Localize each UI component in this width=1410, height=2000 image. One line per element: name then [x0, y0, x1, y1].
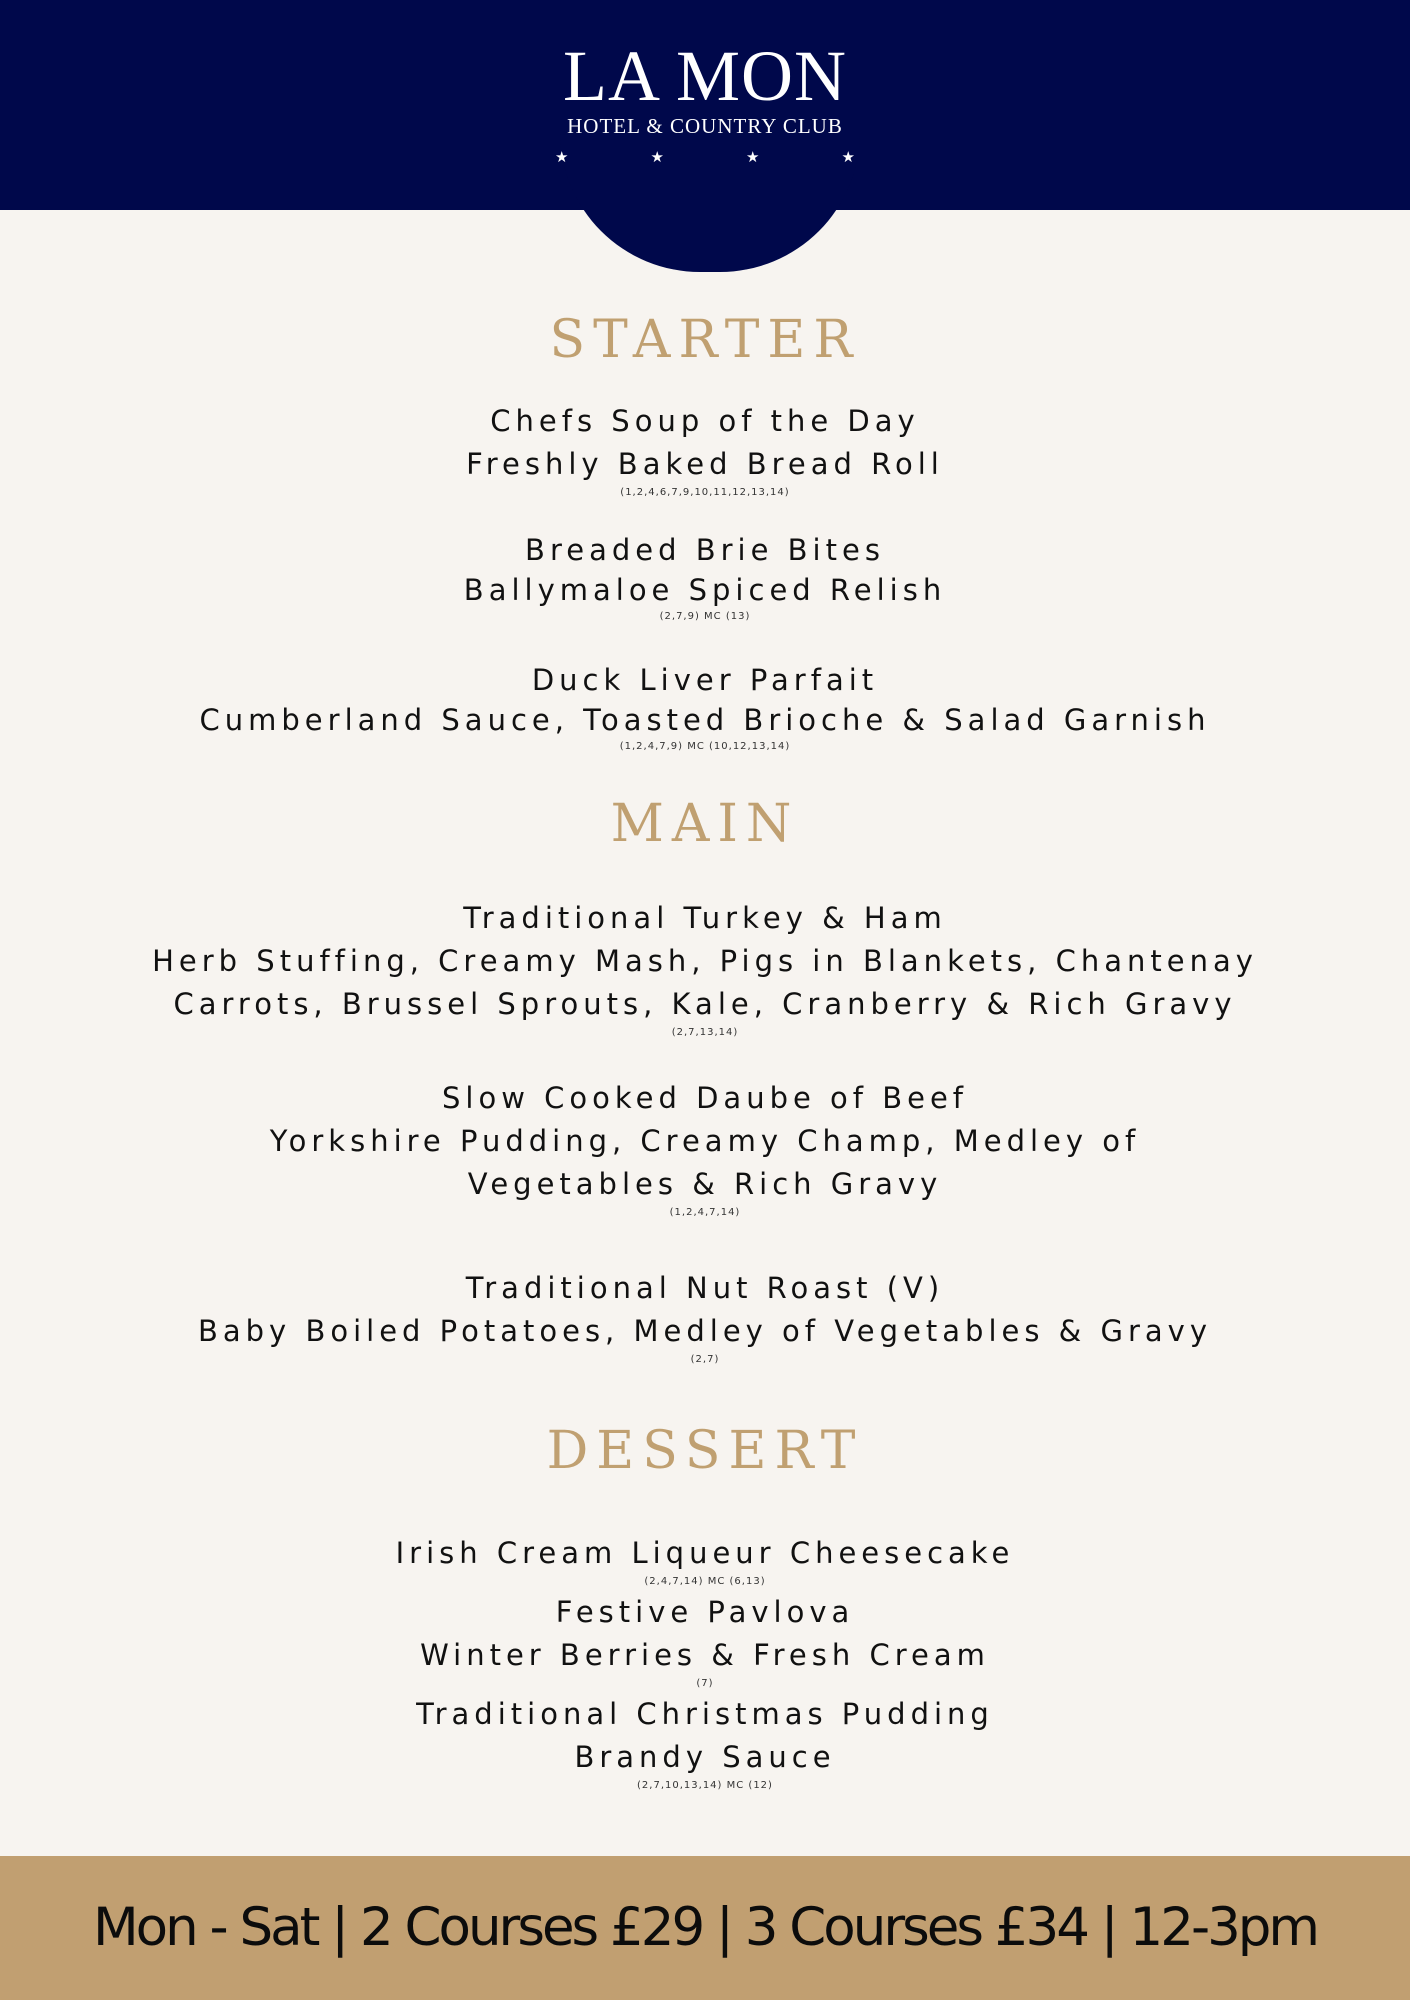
menu-item [0, 400, 1410, 502]
menu-item [0, 1077, 1410, 1222]
dish-description: Carrots, Brussel Sprouts, Kale, Cranberry & Rich Gravy [173, 987, 1237, 1021]
menu-item [0, 1591, 1410, 1693]
dish-name: Traditional Christmas Pudding [416, 1697, 994, 1731]
logo-brand-name: LA MON [562, 36, 847, 116]
section-title-dessert: DESSERT [546, 1421, 864, 1481]
allergen-codes: (2,7) [690, 1354, 720, 1365]
logo-stars [555, 148, 855, 166]
star-icon: ★ [650, 148, 664, 166]
section-title-main: MAIN [610, 794, 800, 854]
dish-description: Yorkshire Pudding, Creamy Champ, Medley of [269, 1124, 1141, 1158]
star-icon: ★ [746, 148, 760, 166]
menu-item [0, 660, 1410, 756]
dish-description: Cumberland Sauce, Toasted Brioche & Salad Garnish [199, 703, 1211, 737]
footer-band [0, 1856, 1410, 2000]
dish-description: Herb Stuffing, Creamy Mash, Pigs in Blankets, Chantenay [152, 944, 1258, 978]
allergen-codes: (2,4,7,14) MC (6,13) [644, 1576, 766, 1587]
allergen-codes: (2,7,9) MC (13) [659, 611, 751, 622]
section-title-starter: STARTER [549, 310, 861, 370]
dish-description: Freshly Baked Bread Roll [466, 447, 944, 481]
dish-name: Slow Cooked Daube of Beef [441, 1081, 968, 1115]
allergen-codes: (1,2,4,6,7,9,10,11,12,13,14) [620, 487, 790, 498]
menu-item [0, 1267, 1410, 1369]
menu-item [0, 897, 1410, 1042]
dish-name: Breaded Brie Bites [525, 533, 885, 567]
menu-item [0, 530, 1410, 626]
allergen-codes: (7) [696, 1678, 714, 1689]
hotel-logo [0, 36, 1410, 166]
menu-item [0, 1532, 1410, 1591]
dish-name: Duck Liver Parfait [531, 663, 879, 697]
dish-description: Winter Berries & Fresh Cream [420, 1638, 990, 1672]
dish-name: Irish Cream Liqueur Cheesecake [395, 1536, 1015, 1570]
menu-item [0, 1693, 1410, 1795]
dish-name: Traditional Nut Roast (V) [465, 1271, 945, 1305]
star-icon: ★ [555, 148, 569, 166]
dish-name: Chefs Soup of the Day [490, 404, 920, 438]
dish-name: Festive Pavlova [555, 1595, 855, 1629]
logo-subtitle: HOTEL & COUNTRY CLUB [567, 114, 843, 138]
dish-description: Baby Boiled Potatoes, Medley of Vegetables & Gravy [197, 1314, 1212, 1348]
dish-description: Ballymaloe Spiced Relish [463, 573, 947, 607]
allergen-codes: (1,2,4,7,9) MC (10,12,13,14) [619, 741, 791, 752]
dish-name: Traditional Turkey & Ham [463, 901, 947, 935]
allergen-codes: (2,7,10,13,14) MC (12) [637, 1780, 773, 1791]
dish-description: Brandy Sauce [574, 1740, 836, 1774]
star-icon: ★ [841, 148, 855, 166]
allergen-codes: (1,2,4,7,14) [669, 1207, 741, 1218]
allergen-codes: (2,7,13,14) [671, 1027, 739, 1038]
dish-description: Vegetables & Rich Gravy [467, 1167, 943, 1201]
footer-pricing: Mon - Sat | 2 Courses £29 | 3 Courses £34 | 12-3pm [92, 1897, 1318, 1958]
